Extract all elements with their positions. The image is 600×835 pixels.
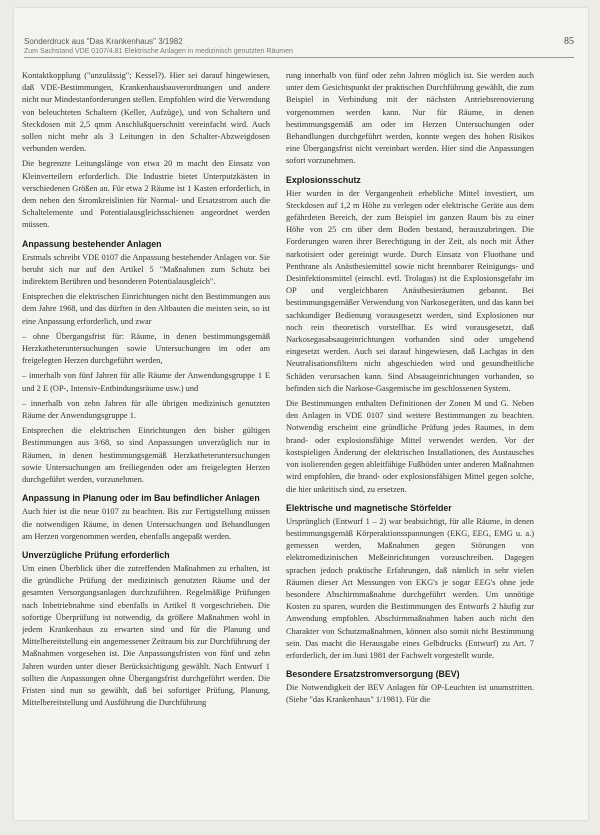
paragraph: rung innerhalb von fünf oder zehn Jahren möglich ist. Sie werden auch unter dem Gesichtspunkt der praktischen Durchführung gewählt, die zum Beispiel in Verbindung mit der nächsten Antriebsrenovierung vorgenommen werden kann. Nur für Räume, in denen bestimmungsgemäß am oder im Herzen Untersuchungen oder Behandlungen durchgeführt werden, konnte wegen des hohen Risikos eine Übergangsfrist nicht vereinbart werden. Hier sind die Anpassungen sofort vorzunehmen. [286, 71, 534, 166]
section-heading: Besondere Ersatzstromversorgung (BEV) [286, 669, 460, 680]
journal-reference: Sonderdruck aus "Das Krankenhaus" 3/1982 [24, 37, 183, 46]
paragraph: Ursprünglich (Entwurf 1 – 2) war beabsichtigt, für alle Räume, in denen bestimmungsgemäß Körperaktionsspannungen (EKG, EEG, EMG u. a.) gemessen werden, Maßnahmen gegen Störungen von elektromedizinischen Meßeinrichtungen vorzuschreiben. Dagegen sprachen jedoch praktische Erfahrungen, daß nämlich in sehr vielen Räumen dieser Art Messungen von EKG's je sogar EEG's ohne jede besondere Abschirmmaßnahme durchgeführt werden. Um unnötige Kosten zu sparen, wurden die Bestimmungen des Entwurfs 2 häufig zur Anwendung empfohlen. Abschirmmaßnahmen haben auch nicht den Charakter von Schutzmaßnahmen, können also somit nicht Bestimmung sein. Das macht die Herausgabe eines Gelbdrucks (Entwurf) zu Art. 7 erforderlich, der im Juni 1981 der Fachwelt vorgestellt wurde. [286, 516, 534, 660]
right-column [286, 70, 534, 822]
paragraph: Die Notwendigkeit der BEV Anlagen für OP-Leuchten ist unumstritten. (Siehe "das Krankenhaus" 1/1981). Für die [286, 683, 534, 705]
section-heading: Anpassung in Planung oder im Bau befindlicher Anlagen [22, 493, 260, 504]
paragraph: Die Bestimmungen enthalten Definitionen der Zonen M und G. Neben den Anlagen in VDE 0107 sind weitere Bestimmungen zu beachten. Notwendig erscheint eine gründliche Prüfung jedes Raumes, in dem brand- oder explosionsfähige Mittel verwendet werden. Vor der kostspieligen Änderung der elektrischen Installationen, des Austausches von isolierenden gegen ableitfähige Fußböden unter anderen Maßnahmen wird empfohlen, die brand- oder explosionsfähigen Mittel gegen solche, die hier unkritisch sind, zu ersetzen. [286, 399, 534, 494]
running-header [24, 36, 574, 47]
document-page [14, 8, 588, 820]
paragraph: Entsprechen die elektrischen Einrichtungen den bisher gültigen Bestimmungen aus 3/68, so sind Anpassungen unverzüglich nur in Räumen, in denen bestimmungsgemäß Herzkatheteruntersuchungen sowie Untersuchungen am freiliegenden oder am freigelegten Herzen durchgeführt werden, vorzunehmen. [22, 426, 270, 485]
list-item: – innerhalb von fünf Jahren für alle Räume der Anwendungsgruppe 1 E und 2 E (OP-, Intensiv-Entbindungsräume usw.) und [22, 370, 270, 394]
list-item: – ohne Übergangsfrist für: Räume, in denen bestimmungsgemäß Herzkatheteruntersuchungen sowie Untersuchungen im oder am freigelegten Herzen durchgeführt werden, [22, 331, 270, 368]
paragraph: Die begrenzte Leitungslänge von etwa 20 m macht den Einsatz von Kleinverteilern erforderlich. Die Industrie bietet Unterputzkästen in verschiedenen Größen an. Für etwa 2 Räume ist 1 Kasten erforderlich, in dem neben den Stromkreislinien für Normal- und Ersatzstrom auch die Schaltelemente und Potentialausgleichsschienen angeordnet werden müssen. [22, 159, 270, 230]
paragraph: Kontaktkopplung ("unzulässig"; Kessel?). Hier sei darauf hingewiesen, daß VDE-Bestimmungen, Krankenhausbauverordnungen und andere nicht nur Mindestanforderungen stellen. Empfohlen wird die Verwendung von beleuchteten Schaltern (Keller, Aufzüge), und von Schaltern und Steckdosen mit 2,5 qmm Anschlußquerschnitt vereinfacht wird. Auch sollen nicht mehr als 3 Leitungen in den Schalter-Abzweigdosen verbunden werden. [22, 71, 270, 154]
list-item: – innerhalb von zehn Jahren für alle übrigen medizinisch genutzten Räume der Anwendungsgruppe 1. [22, 398, 270, 422]
paragraph: Auch hier ist die neue 0107 zu beachten. Bis zur Fertigstellung müssen die notwendigen Räume, in denen Untersuchungen und Behandlungen am Herzen vorgenommen werden, ebenfalls angepaßt werden. [22, 507, 270, 541]
paragraph: Hier wurden in der Vergangenheit erhebliche Mittel investiert, um Steckdosen auf 1,2 m Höhe zu verlegen oder elektrische Geräte aus dem gefährdeten Bereich, der zum Beispiel im ganzen Raum bis zu einer Höhe von 25 cm über dem Boden bestand, herauszubringen. Die Forderungen waren ihrer Berechtigung in der Zeit, als noch mit Äther narkotisiert oder gereinigt wurde. Durch Einsatz von Fluothane und Penthrane als Anästhesiemittel sowie nicht brennbarer Reinigungs- und Desinfektionsmittel (einschl. evtl. Trolagas) ist die Explosionsgefahr im OP und vergleichbaren Anästhesieräumen gebannt. Bei bestimmungsgemäßer Verwendung von Narkosegeräten, und das kann bei sachkundiger Bedienung vorausgesetzt werden, sind Explosionen nur noch rein theoretisch vorstellbar. Es wird vorausgesetzt, daß Narkosegasabsaugeinrichtungen vorhanden sind oder umgehend eingesetzt werden. Auch sei darauf hingewiesen, daß Lachgas in den Neutralisationsfiltern nicht abgeschieden wird und gesundheitliche Schäden verursachen kann. Sind Absaugeinrichtungen vorhanden, so befinden sich die Narkose-Gasgemische im geschlossenen System. [286, 188, 534, 393]
dash-list [22, 331, 270, 422]
section-heading: Explosionsschutz [286, 174, 361, 185]
paragraph: Erstmals schreibt VDE 0107 die Anpassung bestehender Anlagen vor. Sie beruht sich nur auf den Artikel 5 "Maßnahmen zum Schutz bei indirektem Berühren und besonderen Potentialausgleich". [22, 252, 270, 287]
article-subtitle: Zum Sachstand VDE 0107/4.81 Elektrische Anlagen in medizinisch genutzten Räumen [24, 48, 574, 58]
left-column [22, 70, 270, 822]
paragraph: Entsprechen die elektrischen Einrichtungen nicht den Bestimmungen aus dem Jahre 1968, und das dürften in den Altbauten die meisten sein, so ist eine Anpassung erforderlich, und zwar [22, 292, 270, 326]
section-heading: Anpassung bestehender Anlagen [22, 238, 162, 249]
paragraph: Um einen Überblick über die zutreffenden Maßnahmen zu erhalten, ist die gründliche Prüfung der medizinisch genutzten Räume und der gesamten Versorgungsanlagen durchzuführen. Regelmäßige Prüfungen nach Inbetriebnahme sind ebenfalls in Artikel 8 vorgeschrieben. Die sofortige Überprüfung ist notwendig, da größere Maßnahmen wohl in jedem Krankenhaus zu erwarten sind und für die Planung und Mittelbereitstellung ein angemessener Zeitraum bis zur Durchführung der Maßnahmen vorgesehen ist. Die Anpassungsfristen von fünf und zehn Jahren wurden unter dieser Berücksichtigung gewählt. Nach Entwurf 1 sollten die Anpassungen ohne Übergangsfrist durchgeführt werden. Die Fristen sind nun so gewählt, daß bei sofortiger Prüfung, Planung, Mittelbereitstellung und Ausführung die Durchführung [22, 563, 270, 708]
section-heading: Elektrische und magnetische Störfelder [286, 502, 452, 513]
page-number: 85 [564, 36, 574, 47]
section-heading: Unverzügliche Prüfung erforderlich [22, 549, 170, 560]
